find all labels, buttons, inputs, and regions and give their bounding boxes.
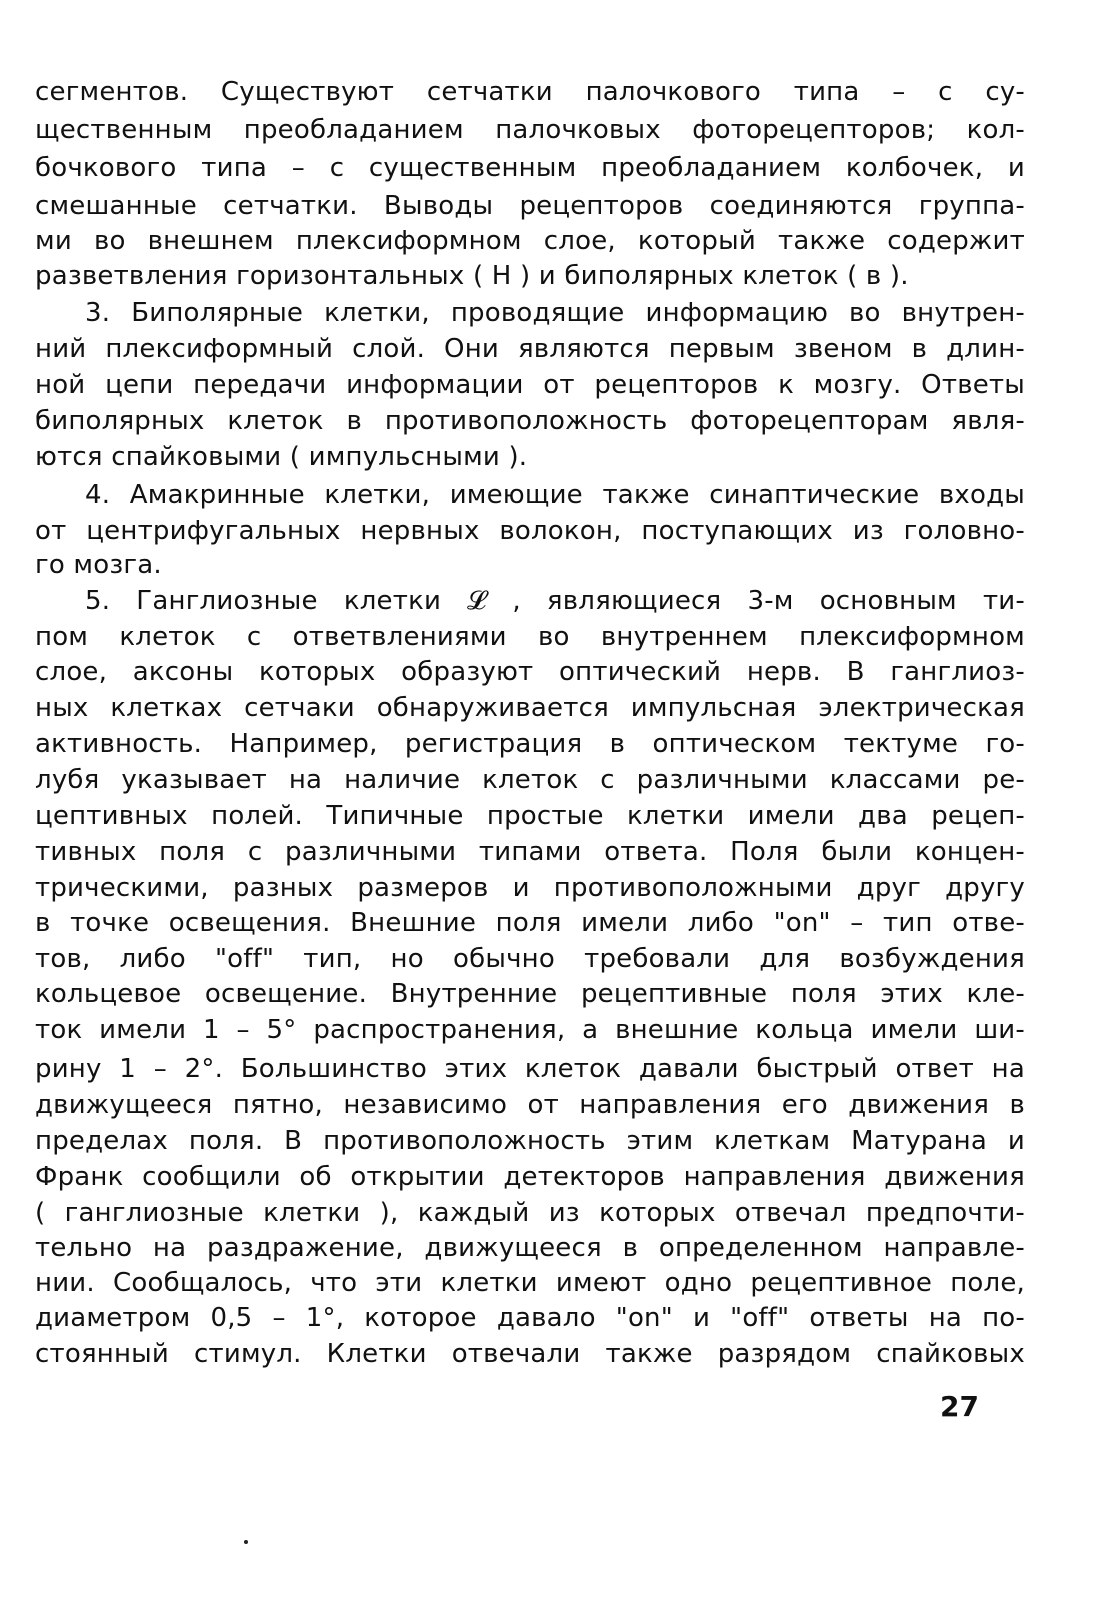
text-line: ний плексиформный слой. Они являются первым звеном в длин- [35,334,1025,364]
text-line: ных клетках сетчаки обнаруживается импульсная электрическая [35,693,1025,723]
page-number: 27 [940,1390,979,1423]
text-line: ток имели 1 – 5° распространения, а внешние кольца имели ши- [35,1015,1025,1045]
text-line: цептивных полей. Типичные простые клетки имели два рецеп- [35,801,1025,831]
text-line: ( ганглиозные клетки ), каждый из которых отвечал предпочти- [35,1198,1025,1228]
text-line: тивных поля с различными типами ответа. Поля были концен- [35,837,1025,867]
text-line: щественным преобладанием палочковых фоторецепторов; кол- [35,115,1025,145]
text-line: 4. Амакринные клетки, имеющие также синаптические входы [85,480,1025,510]
text-line: разветвления горизонтальных ( H ) и биполярных клеток ( в ). [35,261,909,291]
text-line: от центрифугальных нервных волокон, поступающих из головно- [35,516,1025,546]
text-line: ются спайковыми ( импульсными ). [35,442,528,472]
text-line: рину 1 – 2°. Большинство этих клеток давали быстрый ответ на [35,1054,1025,1084]
text-line: движущееся пятно, независимо от направления его движения в [35,1090,1025,1120]
text-line: лубя указывает на наличие клеток с различными классами ре- [35,765,1025,795]
text-line: тельно на раздражение, движущееся в определенном направле- [35,1233,1025,1263]
text-line: Франк сообщили об открытии детекторов направления движения [35,1162,1025,1192]
scan-speck [244,1540,248,1544]
text-line: тов, либо "off" тип, но обычно требовали для возбуждения [35,944,1025,974]
text-line: го мозга. [35,550,162,580]
text-line: в точке освещения. Внешние поля имели либо "on" – тип отве- [35,908,1025,938]
text-line: трическими, разных размеров и противоположными друг другу [35,873,1025,903]
text-line: 3. Биполярные клетки, проводящие информацию во внутрен- [85,298,1025,328]
text-line: кольцевое освещение. Внутренние рецептивные поля этих кле- [35,979,1025,1009]
text-line: смешанные сетчатки. Выводы рецепторов соединяются группа- [35,191,1025,221]
text-line: бочкового типа – с существенным преобладанием колбочек, и [35,153,1025,183]
text-line: ной цепи передачи информации от рецепторов к мозгу. Ответы [35,370,1025,400]
text-line: пом клеток с ответвлениями во внутреннем плексиформном [35,622,1025,652]
text-line: слое, аксоны которых образуют оптический нерв. В ганглиоз- [35,657,1025,687]
text-line: активность. Например, регистрация в оптическом тектуме го- [35,729,1025,759]
text-line: ми во внешнем плексиформном слое, который также содержит [35,226,1025,256]
text-line: пределах поля. В противоположность этим клеткам Матурана и [35,1126,1025,1156]
text-line: диаметром 0,5 – 1°, которое давало "on" и "off" ответы на по- [35,1303,1025,1333]
text-line: сегментов. Существуют сетчатки палочкового типа – с су- [35,77,1025,107]
text-line: 5. Ганглиозные клетки 𝓛 , являющиеся 3-м основным ти- [85,586,1025,616]
text-line: стоянный стимул. Клетки отвечали также разрядом спайковых [35,1339,1025,1369]
text-line: биполярных клеток в противоположность фоторецепторам явля- [35,406,1025,436]
text-line: нии. Сообщалось, что эти клетки имеют одно рецептивное поле, [35,1268,1025,1298]
